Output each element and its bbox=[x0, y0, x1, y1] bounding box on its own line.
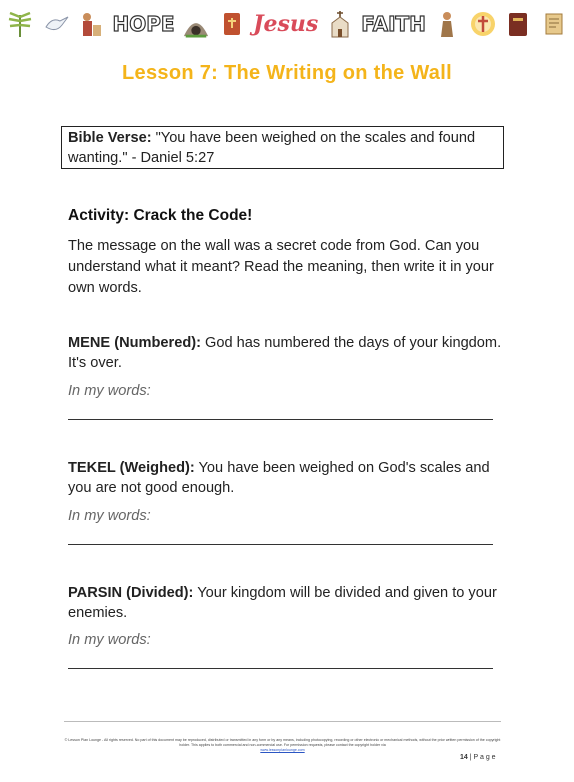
page-word: P a g e bbox=[473, 754, 496, 761]
mene-answer-line[interactable] bbox=[68, 419, 493, 420]
activity-title: Activity: Crack the Code! bbox=[68, 207, 253, 224]
copyright-text: © Lesson Plan Lounge - All rights reserved. No part of this document may be reproduced, distributed or transmitted in any form or by any means, including photocopying, recording or other electronic or mechanical methods, without the prior written permission of the copyright holder. This applies to both commercial and non-commercial use. For permission requests, please contact the copyright holder via bbox=[64, 738, 501, 747]
scroll-icon bbox=[540, 9, 568, 39]
footer-copyright bbox=[64, 738, 501, 753]
lesson-title: Lesson 7: The Writing on the Wall bbox=[122, 62, 452, 84]
website-link[interactable]: www.lessonplanlounge.com bbox=[260, 748, 305, 752]
faith-word: FAITH bbox=[361, 12, 426, 36]
praying-figure-icon bbox=[433, 9, 461, 39]
bible-verse-box bbox=[61, 126, 504, 169]
jesus-word: Jesus bbox=[253, 11, 319, 37]
page-number bbox=[460, 754, 496, 761]
mene-meaning: God has numbered the days of your kingdom. It's over. bbox=[68, 335, 502, 371]
header-banner bbox=[0, 0, 574, 48]
tekel-definition bbox=[68, 458, 508, 498]
mene-definition bbox=[68, 333, 508, 373]
church-icon bbox=[326, 9, 354, 39]
verse-text: "You have been weighed on the scales and found wanting." - Daniel 5:27 bbox=[68, 130, 476, 166]
empty-tomb-icon bbox=[182, 9, 210, 39]
tekel-meaning: You have been weighed on God's scales and you are not good enough. bbox=[68, 460, 490, 496]
page-separator: | bbox=[467, 754, 474, 761]
footer-divider bbox=[64, 721, 501, 722]
hope-word: HOPE bbox=[112, 12, 175, 36]
parsin-meaning: Your kingdom will be divided and given to your enemies. bbox=[68, 585, 497, 621]
tekel-term: TEKEL (Weighed): bbox=[68, 460, 195, 476]
parsin-prompt: In my words: bbox=[68, 632, 151, 648]
page-number-value: 14 bbox=[460, 754, 468, 761]
palm-branch-icon bbox=[6, 9, 34, 39]
verse-label: Bible Verse: bbox=[68, 130, 152, 146]
tekel-prompt: In my words: bbox=[68, 508, 151, 524]
mene-term: MENE (Numbered): bbox=[68, 335, 201, 351]
parsin-definition bbox=[68, 583, 508, 623]
holy-bible-icon bbox=[504, 9, 532, 39]
nativity-figure-icon bbox=[77, 9, 105, 39]
parsin-term: PARSIN (Divided): bbox=[68, 585, 194, 601]
parsin-answer-line[interactable] bbox=[68, 668, 493, 669]
activity-intro: The message on the wall was a secret code from God. Can you understand what it meant? Read the meaning, then write it in your own words. bbox=[68, 238, 494, 296]
bible-book-icon bbox=[218, 9, 246, 39]
dove-icon bbox=[42, 9, 70, 39]
cross-sunburst-icon bbox=[469, 9, 497, 39]
tekel-answer-line[interactable] bbox=[68, 544, 493, 545]
mene-prompt: In my words: bbox=[68, 383, 151, 399]
